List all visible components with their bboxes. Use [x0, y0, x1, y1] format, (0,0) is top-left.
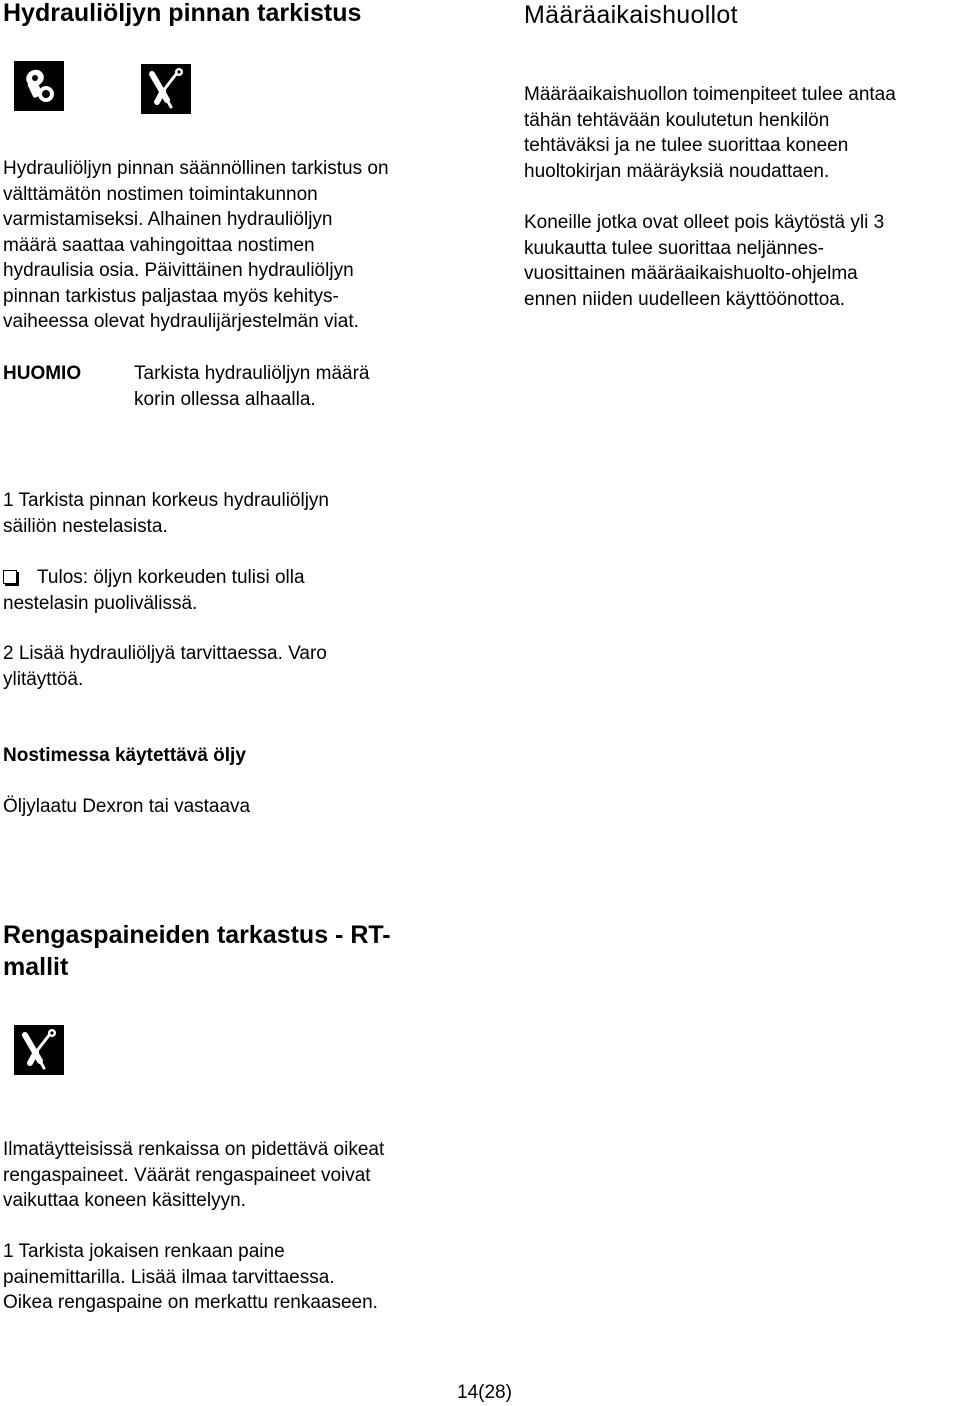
text-line: 1 Tarkista jokaisen renkaan paine — [3, 1241, 285, 1262]
section-title-hydraulic-oil: Hydrauliöljyn pinnan tarkistus — [3, 0, 362, 27]
text-line: mallit — [3, 953, 69, 981]
tire-step-1 — [3, 1239, 378, 1316]
text-line: ylitäyttöä. — [3, 668, 84, 690]
oil-text: Öljylaatu Dexron tai vastaava — [3, 796, 251, 817]
text-line: tehtäväksi ja ne tulee suorittaa koneen — [524, 135, 849, 156]
text-line: Oikea rengaspaine on merkattu renkaaseen. — [3, 1292, 378, 1313]
text-line: 1 Tarkista pinnan korkeus hydrauliöljyn — [3, 490, 329, 511]
checkbox-icon — [3, 570, 17, 584]
maintenance-paragraph-1 — [524, 82, 960, 184]
text-line: pinnan tarkistus paljastaa myös kehitys- — [3, 285, 339, 307]
oil-can-icon — [14, 61, 64, 116]
text-line: 2 Lisää hydrauliöljyä tarvittaessa. Varo — [3, 643, 327, 664]
tools-icon — [14, 1025, 64, 1080]
text-line: vuosittainen määräaikaishuolto-ohjelma — [524, 263, 858, 284]
text-line: korin ollessa alhaalla. — [134, 388, 316, 410]
text-line: Tulos: öljyn korkeuden tulisi olla — [37, 567, 305, 588]
text-line: säiliön nestelasista. — [3, 515, 168, 537]
tools-icon — [141, 64, 191, 119]
step-2 — [3, 641, 327, 692]
note-text — [134, 361, 370, 412]
text-line: painemittarilla. Lisää ilmaa tarvittaessa. — [3, 1266, 335, 1288]
tire-intro — [3, 1137, 384, 1214]
text-line: tähän tehtävään koulutetun henkilön — [524, 109, 830, 131]
section-title-maintenance: Määräaikaishuollot — [524, 1, 738, 29]
text-line: nestelasin puolivälissä. — [3, 592, 198, 614]
text-line: vaikuttaa koneen käsittelyyn. — [3, 1190, 246, 1211]
text-line: hydraulisia osia. Päivittäinen hydrauliöljyn — [3, 260, 354, 281]
text-line: varmistamiseksi. Alhainen hydrauliöljyn — [3, 209, 333, 230]
text-line: Tarkista hydrauliöljyn määrä — [134, 363, 370, 384]
maintenance-paragraph-2 — [524, 210, 960, 312]
text-line: vaiheessa olevat hydraulijärjestelmän viat. — [3, 311, 359, 332]
text-line: huoltokirjan määräyksiä noudattaen. — [524, 160, 830, 182]
intro-paragraph — [3, 156, 483, 335]
step-1 — [3, 488, 329, 539]
text-line: ennen niiden uudelleen käyttöönottoa. — [524, 288, 846, 310]
section-title-tire-pressure — [3, 920, 391, 982]
text-line: rengaspaineet. Väärät rengaspaineet voivat — [3, 1164, 371, 1186]
text-line: määrä saattaa vahingoittaa nostimen — [3, 234, 315, 256]
text-line: Määräaikaishuollon toimenpiteet tulee antaa — [524, 84, 896, 105]
note-label: HUOMIO — [3, 363, 82, 384]
text-line: välttämätön nostimen toimintakunnon — [3, 183, 318, 205]
text-line: Ilmatäytteisissä renkaissa on pidettävä oikeat — [3, 1139, 385, 1160]
oil-heading: Nostimessa käytettävä öljy — [3, 745, 246, 766]
text-line: Rengaspaineiden tarkastus - RT- — [3, 921, 391, 949]
text-line: kuukautta tulee suorittaa neljännes- — [524, 237, 824, 259]
text-line: Hydrauliöljyn pinnan säännöllinen tarkistus on — [3, 158, 389, 179]
result-item — [3, 565, 305, 616]
text-line: Koneille jotka ovat olleet pois käytöstä yli 3 — [524, 212, 885, 233]
page-number: 14(28) — [457, 1382, 512, 1403]
